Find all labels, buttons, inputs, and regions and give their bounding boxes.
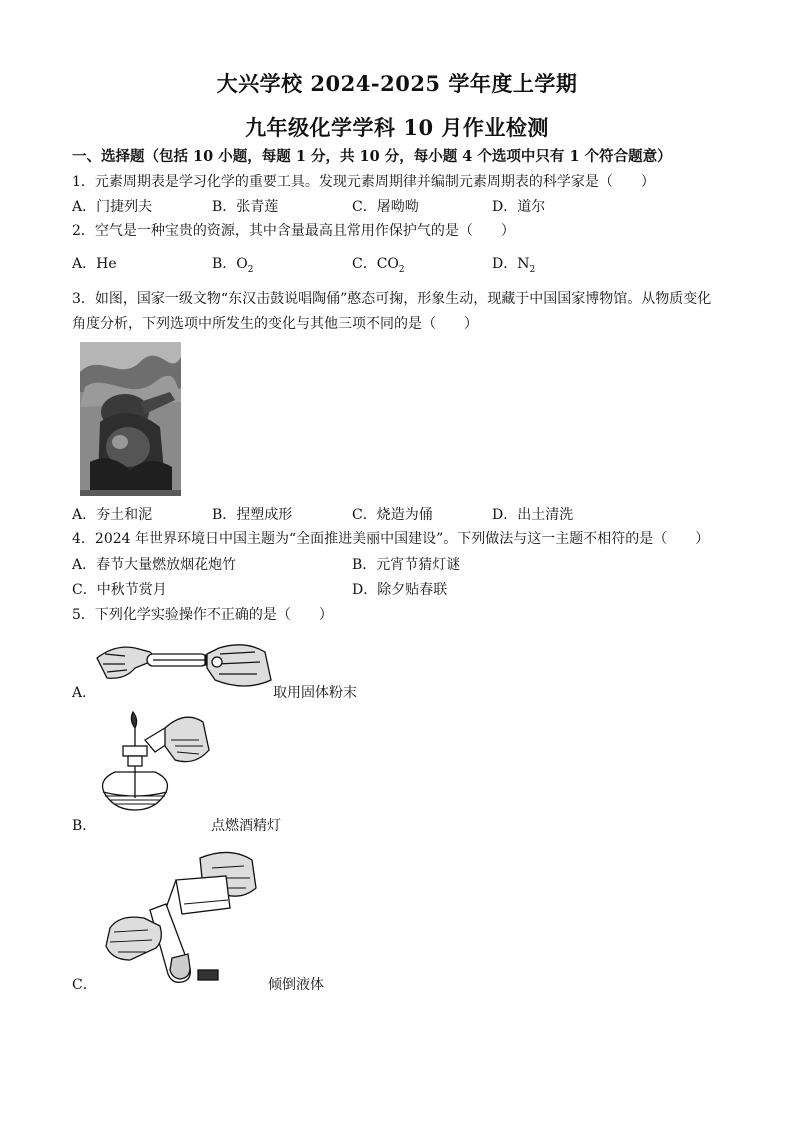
q1-option-d: D．道尔 xyxy=(492,199,546,215)
question-3-stem-line1: 3．如图，国家一级文物“东汉击鼓说唱陶俑”憨态可掬，形象生动，现藏于中国国家博物馆。从物质变化 xyxy=(72,291,712,307)
question-4-stem: 4．2024 年世界环境日中国主题为“全面推进美丽中国建设”。下列做法与这一主题不相符的是（ ） xyxy=(72,531,710,547)
exam-subtitle: 九年级化学学科 10 月作业检测 xyxy=(245,115,549,140)
q3-option-b: B．捏塑成形 xyxy=(212,507,293,523)
question-3-stem-line2: 角度分析，下列选项中所发生的变化与其他三项不同的是（ ） xyxy=(72,316,478,332)
q1-option-c: C．屠呦呦 xyxy=(352,199,419,215)
q4-option-a: A．春节大量燃放烟花炮竹 xyxy=(72,557,237,573)
q2-option-a: A．He xyxy=(72,256,117,272)
q2-option-d: D．$N_2$ xyxy=(492,256,536,275)
pottery-figurine-photo xyxy=(80,342,181,496)
q5-option-c-label: C． xyxy=(72,977,97,993)
question-1-stem: 1．元素周期表是学习化学的重要工具。发现元素周期律并编制元素周期表的科学家是（ ） xyxy=(72,174,655,190)
q1-option-a: A．门捷列夫 xyxy=(72,199,153,215)
q5-option-b-caption: 点燃酒精灯 xyxy=(211,818,281,834)
q4-option-d: D．除夕贴春联 xyxy=(352,582,448,598)
q5-option-b-label: B． xyxy=(72,818,97,834)
q5-option-a-caption: 取用固体粉末 xyxy=(273,685,357,701)
exam-title: 大兴学校 2024-2025 学年度上学期 xyxy=(216,71,578,96)
question-2-stem: 2．空气是一种宝贵的资源，其中含量最高且常用作保护气的是（ ） xyxy=(72,223,515,239)
q5-option-a-label: A． xyxy=(72,685,97,701)
q4-option-c: C．中秋节赏月 xyxy=(72,582,167,598)
q3-option-c: C．烧造为俑 xyxy=(352,507,433,523)
q2-option-b: B．$O_2$ xyxy=(212,256,254,275)
solid-powder-figure xyxy=(95,640,273,696)
q2-option-c: C．$CO_2$ xyxy=(352,256,405,275)
q4-option-b: B．元宵节猜灯谜 xyxy=(352,557,461,573)
pouring-liquid-figure xyxy=(100,848,260,988)
q3-option-a: A．夯土和泥 xyxy=(72,507,153,523)
question-5-stem: 5．下列化学实验操作不正确的是（ ） xyxy=(72,607,333,623)
q1-option-b: B．张青莲 xyxy=(212,199,279,215)
q5-option-c-caption: 倾倒液体 xyxy=(268,977,324,993)
q3-option-d: D．出土清洗 xyxy=(492,507,574,523)
section-heading: 一、选择题（包括 10 小题，每题 1 分，共 10 分，每小题 4 个选项中只有 1 个符合题意） xyxy=(72,148,672,165)
alcohol-lamp-figure xyxy=(95,710,213,822)
